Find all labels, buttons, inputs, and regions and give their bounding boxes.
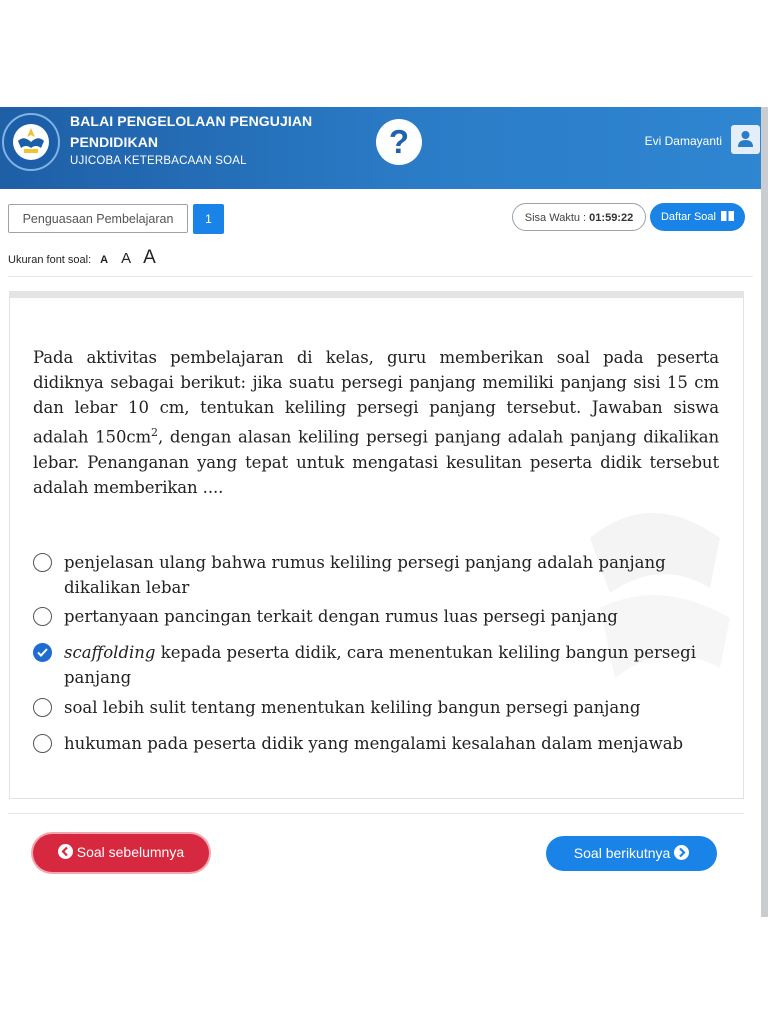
next-question-button[interactable] [546,836,717,871]
question-text-part2: , dengan alasan keliling persegi panjang adalah panjang dikalikan lebar. Penanganan yang tepat untuk mengatasi kesulitan peserta didik tersebut adalah memberikan .... [33,427,719,497]
font-large-button[interactable]: A [143,247,156,268]
radio-button[interactable] [33,698,52,717]
question-number-badge: 1 [193,204,224,234]
question-text-part1: Pada aktivitas pembelajaran di kelas, guru memberikan soal pada peserta didiknya sebagai berikut: jika suatu persegi panjang memiliki panjang sisi 15 cm dan lebar 10 cm, tentukan keliling persegi panjang tersebut. Jawaban siswa adalah 150cm [33,348,719,447]
topic-label: Penguasaan Pembelajaran [8,204,188,233]
divider [8,276,753,277]
time-remaining [512,203,646,231]
font-size-selector [8,247,156,269]
option-text: penjelasan ulang bahwa rumus keliling persegi panjang adalah panjang dikalikan lebar [64,553,666,597]
user-icon [737,130,754,148]
app-header [0,107,768,189]
question-text [33,345,719,500]
chevron-right-circle-icon [674,845,689,860]
radio-button[interactable] [33,553,52,572]
option-text: hukuman pada peserta didik yang mengalami kesalahan dalam menjawab [64,734,684,753]
option-text-rest: kepada peserta didik, cara menentukan keliling bangun persegi panjang [64,643,696,687]
radio-button-checked[interactable] [33,643,52,662]
next-label: Soal berikutnya [573,845,671,861]
radio-button[interactable] [33,607,52,626]
org-title: BALAI PENGELOLAAN PENGUJIAN PENDIDIKAN [70,113,313,150]
previous-label: Soal sebelumnya [76,844,185,860]
chevron-left-circle-icon [58,844,73,859]
font-small-button[interactable]: A [100,254,109,266]
font-size-label: Ukuran font soal: [8,254,92,266]
user-name: Evi Damayanti [644,134,722,148]
radio-button[interactable] [33,734,52,753]
option-text [64,640,714,690]
user-profile-button[interactable] [731,125,760,154]
grid-icon [721,211,734,221]
page-scrollbar[interactable] [761,107,768,917]
timer-value: 01:59:22 [589,212,634,224]
previous-question-button[interactable] [33,834,209,872]
timer-label: Sisa Waktu : [524,212,590,224]
question-superscript: 2 [151,426,158,439]
exam-subtitle: UJICOBA KETERBACAAN SOAL [70,155,247,167]
option-italic-term: scaffolding [64,643,156,662]
divider [8,813,744,814]
option-text: pertanyaan pancingan terkait dengan rumus luas persegi panjang [64,607,618,626]
help-button[interactable]: ? [376,119,422,165]
question-list-button[interactable] [650,203,745,231]
question-list-label: Daftar Soal [660,211,716,223]
option-text: soal lebih sulit tentang menentukan keliling bangun persegi panjang [64,698,641,717]
checkmark-icon [37,648,48,657]
tut-wuri-handayani-logo [2,113,60,171]
font-medium-button[interactable]: A [121,250,132,267]
